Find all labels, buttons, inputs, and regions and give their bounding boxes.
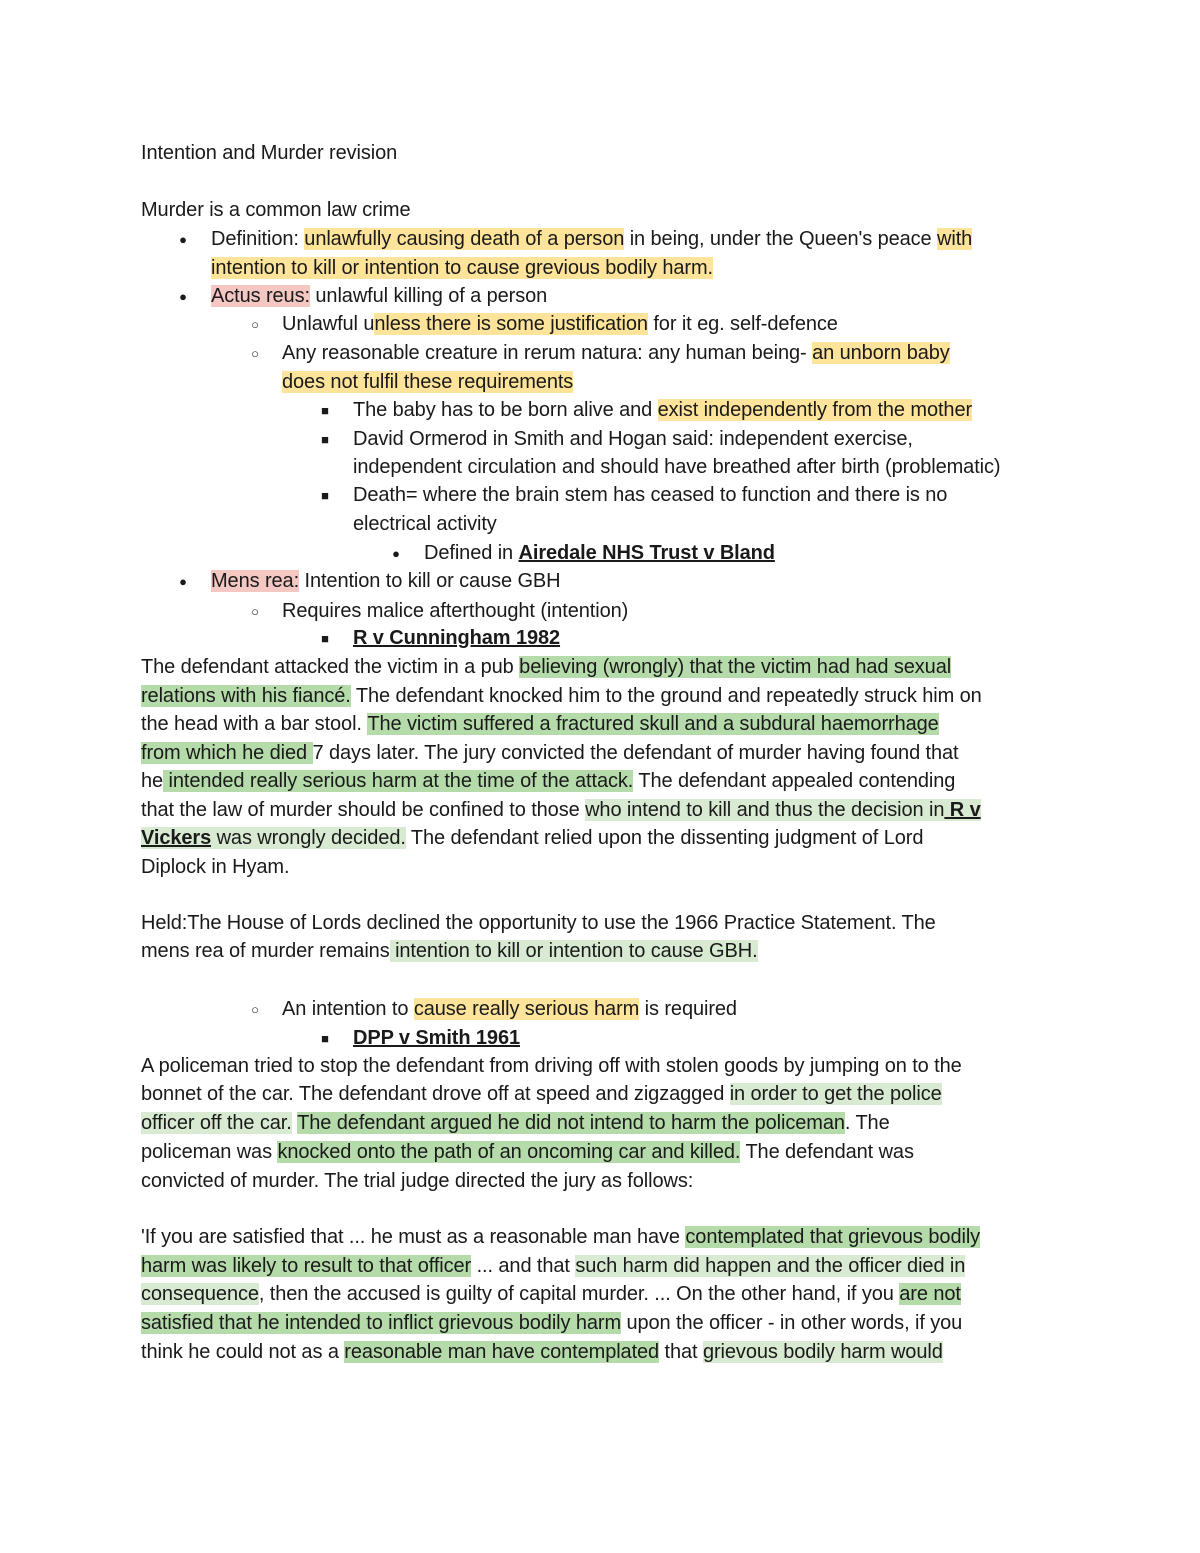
bullet-square-icon: ■ <box>321 1031 329 1046</box>
quote-p1: 'If you are satisfied that ... he must as a reasonable man have contemplated that grievous bodily <box>141 1226 981 1248</box>
smith-p2: bonnet of the car. The defendant drove off at speed and zigzagged in order to get the police <box>141 1083 942 1105</box>
defined-in-line: Defined in Airedale NHS Trust v Bland <box>424 542 775 564</box>
intention-line: An intention to cause really serious harm is required <box>282 998 737 1020</box>
intro-line: Murder is a common law crime <box>141 199 411 221</box>
cunningham-p6: that the law of murder should be confined to those who intend to kill and thus the decision in R v <box>141 799 981 821</box>
malice-line: Requires malice afterthought (intention) <box>282 600 629 622</box>
bullet-circle-icon: ○ <box>251 1002 259 1017</box>
bullet-disc-icon: ● <box>392 546 400 561</box>
smith-heading <box>353 1024 520 1053</box>
smith-p1: A policeman tried to stop the defendant from driving off with stolen goods by jumping on to the <box>141 1055 962 1077</box>
bullet-disc-icon: ● <box>179 574 187 589</box>
actus-reus-line: Actus reus: unlawful killing of a person <box>211 285 548 307</box>
quote-p4: satisfied that he intended to inflict grievous bodily harm upon the officer - in other words, if you <box>141 1312 963 1334</box>
held-line: Held:The House of Lords declined the opportunity to use the 1966 Practice Statement. The <box>141 912 936 934</box>
definition-line-2: intention to kill or intention to cause grevious bodily harm. <box>211 257 713 279</box>
death-line-2: electrical activity <box>353 513 497 535</box>
case-vickers-link-b[interactable]: Vickers <box>141 827 212 849</box>
reasonable-creature-line-2: does not fulfil these requirements <box>282 371 574 393</box>
unlawful-line: Unlawful unless there is some justification for it eg. self-defence <box>282 313 838 335</box>
case-smith-link[interactable]: DPP v Smith 1961 <box>353 1027 521 1049</box>
quote-p3: consequence, then the accused is guilty of capital murder. ... On the other hand, if you are not <box>141 1283 961 1305</box>
cunningham-p4: from which he died 7 days later. The jury convicted the defendant of murder having found that <box>141 742 959 764</box>
mens-rea-line: Mens rea: Intention to kill or cause GBH <box>211 570 561 592</box>
bullet-square-icon: ■ <box>321 403 329 418</box>
bullet-disc-icon: ● <box>179 232 187 247</box>
cunningham-p1: The defendant attacked the victim in a pub believing (wrongly) that the victim had had sexual <box>141 656 952 678</box>
bullet-square-icon: ■ <box>321 432 329 447</box>
cunningham-p2: relations with his fiancé. The defendant knocked him to the ground and repeatedly struck him on <box>141 685 982 707</box>
ormerod-line-2: independent circulation and should have breathed after birth (problematic) <box>353 456 1001 478</box>
reasonable-creature-line: Any reasonable creature in rerum natura: any human being- an unborn baby <box>282 342 950 364</box>
definition-line: Definition: unlawfully causing death of a person in being, under the Queen's peace with <box>211 228 973 250</box>
doc-title: Intention and Murder revision <box>141 142 398 164</box>
bullet-circle-icon: ○ <box>251 604 259 619</box>
case-bland-link[interactable]: Airedale NHS Trust v Bland <box>518 542 775 564</box>
bullet-square-icon: ■ <box>321 488 329 503</box>
cunningham-p8: Diplock in Hyam. <box>141 856 290 878</box>
bullet-square-icon: ■ <box>321 631 329 646</box>
bullet-circle-icon: ○ <box>251 346 259 361</box>
bullet-disc-icon: ● <box>179 289 187 304</box>
cunningham-heading <box>353 624 560 653</box>
smith-p4: policeman was knocked onto the path of an oncoming car and killed. The defendant was <box>141 1141 914 1163</box>
cunningham-p7: Vickers was wrongly decided. The defendant relied upon the dissenting judgment of Lord <box>141 827 924 849</box>
case-vickers-link-a[interactable]: R v <box>944 799 981 821</box>
case-cunningham-link[interactable]: R v Cunningham 1982 <box>353 627 561 649</box>
death-line: Death= where the brain stem has ceased to function and there is no <box>353 484 948 506</box>
bullet-circle-icon: ○ <box>251 317 259 332</box>
quote-p5: think he could not as a reasonable man have contemplated that grievous bodily harm would <box>141 1341 943 1363</box>
ormerod-line: David Ormerod in Smith and Hogan said: independent exercise, <box>353 428 913 450</box>
smith-p5: convicted of murder. The trial judge directed the jury as follows: <box>141 1170 694 1192</box>
smith-p3: officer off the car. The defendant argued he did not intend to harm the policeman. The <box>141 1112 890 1134</box>
born-alive-line: The baby has to be born alive and exist independently from the mother <box>353 399 973 421</box>
cunningham-p5: he intended really serious harm at the time of the attack. The defendant appealed contending <box>141 770 956 792</box>
cunningham-p3: the head with a bar stool. The victim suffered a fractured skull and a subdural haemorrhage <box>141 713 939 735</box>
quote-p2: harm was likely to result to that officer ... and that such harm did happen and the officer died in <box>141 1255 966 1277</box>
held-line-2: mens rea of murder remains intention to kill or intention to cause GBH. <box>141 940 758 962</box>
